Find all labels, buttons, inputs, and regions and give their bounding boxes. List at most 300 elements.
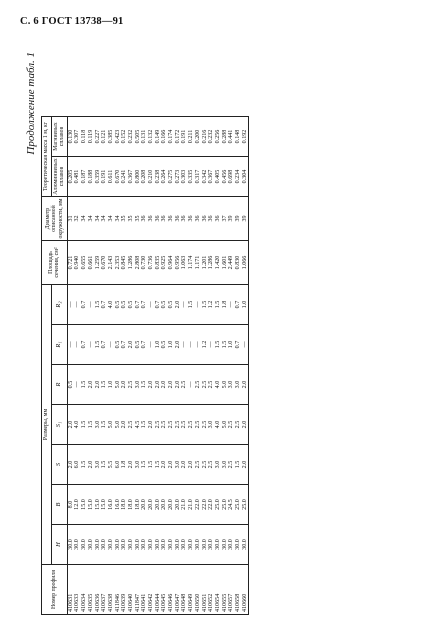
table-cell: 1.174 bbox=[188, 255, 195, 270]
table-cell: 1.286 bbox=[127, 255, 134, 270]
table-cell: 410631 bbox=[67, 593, 74, 612]
table-cell: 2.5 bbox=[127, 380, 134, 389]
table-cell: 24.5 bbox=[228, 499, 235, 510]
table-cell: 18.0 bbox=[127, 499, 134, 510]
table-cell: 1.420 bbox=[214, 255, 221, 270]
table-cell: 410636 bbox=[94, 593, 101, 612]
table-cell: 30.0 bbox=[141, 539, 148, 550]
table-cell: — bbox=[87, 341, 94, 348]
table-cell: — bbox=[74, 301, 81, 308]
table-cell: 0.238 bbox=[154, 169, 161, 184]
rotated-content bbox=[25, 48, 417, 615]
table-cell: — bbox=[107, 341, 114, 348]
table-cell: 30.0 bbox=[81, 539, 88, 550]
table-cell: 0.118 bbox=[81, 129, 88, 144]
table-cell: 0.423 bbox=[114, 129, 121, 144]
table-cell: 410635 bbox=[87, 593, 94, 612]
table-cell: 0.7 bbox=[134, 300, 141, 309]
header-s1: S₁ bbox=[51, 405, 67, 445]
table-cell: 34 bbox=[107, 215, 114, 222]
table-cell: 0.130 bbox=[67, 129, 74, 144]
rotated-table-area bbox=[25, 48, 417, 615]
table-cell: 0.925 bbox=[161, 255, 168, 270]
table-cell: 5.5 bbox=[107, 460, 114, 469]
table-cell: 36 bbox=[194, 215, 201, 222]
table-cell: 3.0 bbox=[228, 380, 235, 389]
table-cell: 410633 bbox=[74, 593, 81, 612]
table-cell: 30.0 bbox=[114, 539, 121, 550]
header-profile-number: Номер профиля bbox=[42, 565, 68, 615]
table-cell: 0.5 bbox=[121, 300, 128, 309]
table-cell: 410660 bbox=[241, 593, 248, 612]
header-b: B bbox=[51, 485, 67, 525]
table-cell: 2.0 bbox=[241, 420, 248, 429]
table-cell: 30.0 bbox=[101, 539, 108, 550]
table-cell: 16.0 bbox=[107, 499, 114, 510]
table-cell: 0.132 bbox=[148, 129, 155, 144]
table-cell: 3.0 bbox=[94, 420, 101, 429]
table-cell: 3.0 bbox=[134, 460, 141, 469]
table-cell: 35 bbox=[121, 215, 128, 222]
table-cell: 1.5 bbox=[81, 380, 88, 389]
table-cell: 20.0 bbox=[148, 499, 155, 510]
table-cell: 1.0 bbox=[154, 340, 161, 349]
table-cell: 30.0 bbox=[208, 539, 215, 550]
table-cell: 0.227 bbox=[94, 129, 101, 144]
table-cell: 0.335 bbox=[188, 169, 195, 184]
table-cell: — bbox=[208, 341, 215, 348]
table-cell: 2.0 bbox=[168, 460, 175, 469]
table-cell: 0.317 bbox=[194, 169, 201, 184]
table-cell: 0.7 bbox=[81, 300, 88, 309]
column-s1 bbox=[67, 405, 249, 445]
table-cell: 4.0 bbox=[214, 420, 221, 429]
table-cell: 30.0 bbox=[168, 539, 175, 550]
table-cell: 34 bbox=[101, 215, 108, 222]
table-cell: 30.0 bbox=[74, 539, 81, 550]
table-cell: 30.0 bbox=[148, 539, 155, 550]
table-cell: 410646 bbox=[168, 593, 175, 612]
table-cell: 2.5 bbox=[174, 420, 181, 429]
table-cell: 2.5 bbox=[228, 460, 235, 469]
table-cell: 36 bbox=[188, 215, 195, 222]
table-cell: 0.304 bbox=[241, 169, 248, 184]
table-cell: 5.0 bbox=[221, 380, 228, 389]
table-cell: — bbox=[74, 381, 81, 388]
table-cell: 0.956 bbox=[174, 255, 181, 270]
table-cell: 0.835 bbox=[154, 255, 161, 270]
table-cell: 0.131 bbox=[141, 129, 148, 144]
table-cell: 30.0 bbox=[188, 539, 195, 550]
table-cell: 39 bbox=[228, 215, 235, 222]
table-cell: 0.174 bbox=[168, 129, 175, 144]
column-aluminium-mass bbox=[67, 157, 249, 197]
table-cell: 36 bbox=[201, 215, 208, 222]
table-cell: 0.275 bbox=[168, 169, 175, 184]
table-cell: 0.342 bbox=[201, 169, 208, 184]
table-cell: 2.5 bbox=[161, 420, 168, 429]
table-cell: 34 bbox=[114, 215, 121, 222]
table-cell: 5.0 bbox=[107, 420, 114, 429]
table-cell: 1.0 bbox=[241, 300, 248, 309]
table-cell: 36 bbox=[214, 215, 221, 222]
table-cell: 1.5 bbox=[101, 420, 108, 429]
table-cell: 0.940 bbox=[74, 255, 81, 270]
table-cell: 4.5 bbox=[134, 420, 141, 429]
table-cell: 0.192 bbox=[241, 129, 248, 144]
table-cell: 36 bbox=[208, 215, 215, 222]
table-cell: 0.241 bbox=[121, 169, 128, 184]
table-cell: 36 bbox=[148, 215, 155, 222]
column-r2 bbox=[67, 285, 249, 325]
table-cell: 0.367 bbox=[208, 169, 215, 184]
table-cell: 1.171 bbox=[194, 255, 201, 270]
table-cell: 5.0 bbox=[114, 420, 121, 429]
table-cell: 1.5 bbox=[141, 420, 148, 429]
table-cell: 2.0 bbox=[161, 460, 168, 469]
table-cell: 30.0 bbox=[127, 539, 134, 550]
table-cell: 0.148 bbox=[234, 129, 241, 144]
table-cell: 410642 bbox=[148, 593, 155, 612]
header-area: Площадь сечения, см² bbox=[42, 241, 68, 285]
table-cell: 30.0 bbox=[161, 539, 168, 550]
table-cell: 1.063 bbox=[181, 255, 188, 270]
table-cell: 410654 bbox=[214, 593, 221, 612]
table-cell: 410645 bbox=[161, 593, 168, 612]
table-cell: 15.0 bbox=[81, 499, 88, 510]
table-cell: 1.5 bbox=[94, 340, 101, 349]
table-cell: 3.0 bbox=[134, 380, 141, 389]
table-cell: 0.359 bbox=[94, 169, 101, 184]
table-cell: — bbox=[67, 301, 74, 308]
table-cell: 0.200 bbox=[194, 129, 201, 144]
table-cell: 36 bbox=[154, 215, 161, 222]
table-cell: 2.0 bbox=[121, 380, 128, 389]
table-cell: 31 bbox=[67, 215, 74, 222]
column-r1 bbox=[67, 325, 249, 365]
table-cell: 0.232 bbox=[208, 129, 215, 144]
table-cell: 1.5 bbox=[214, 340, 221, 349]
table-cell: 30.0 bbox=[121, 539, 128, 550]
table-cell: 410644 bbox=[154, 593, 161, 612]
profiles-table bbox=[41, 116, 249, 615]
table-cell: 0.172 bbox=[174, 129, 181, 144]
table-cell: 0.234 bbox=[234, 169, 241, 184]
table-cell: 1.5 bbox=[87, 420, 94, 429]
table-cell: 16.0 bbox=[114, 499, 121, 510]
table-cell: 2.0 bbox=[94, 380, 101, 389]
table-cell: 30.0 bbox=[234, 539, 241, 550]
table-cell: — bbox=[148, 301, 155, 308]
table-cell: 4.0 bbox=[74, 420, 81, 429]
table-cell: 20.0 bbox=[168, 499, 175, 510]
column-area bbox=[67, 241, 249, 285]
table-cell: 20.0 bbox=[161, 499, 168, 510]
table-cell: 0.5 bbox=[168, 300, 175, 309]
table-cell: 0.5 bbox=[161, 300, 168, 309]
table-cell: 1.5 bbox=[148, 460, 155, 469]
table-cell: 5.0 bbox=[114, 380, 121, 389]
table-cell: 0.264 bbox=[161, 169, 168, 184]
page-header: С. 6 ГОСТ 13738—91 bbox=[20, 16, 124, 27]
table-cell: 2.5 bbox=[194, 380, 201, 389]
table-cell: 3.0 bbox=[174, 460, 181, 469]
table-cell: 2.0 bbox=[127, 340, 134, 349]
table-cell: 2.5 bbox=[188, 420, 195, 429]
table-cell: 0.5 bbox=[114, 340, 121, 349]
table-cell: 4.0 bbox=[107, 300, 114, 309]
table-cell: 25.0 bbox=[214, 499, 221, 510]
table-cell: 0.208 bbox=[141, 169, 148, 184]
table-cell: 36 bbox=[161, 215, 168, 222]
table-cell: 25.0 bbox=[234, 499, 241, 510]
table-cell: 1.5 bbox=[81, 460, 88, 469]
table-cell: 2.5 bbox=[194, 460, 201, 469]
table-cell: 22.0 bbox=[208, 499, 215, 510]
table-cell: 0.367 bbox=[127, 169, 134, 184]
table-cell: 0.830 bbox=[234, 255, 241, 270]
table-cell: 0.216 bbox=[201, 129, 208, 144]
table-cell: 36 bbox=[181, 215, 188, 222]
header-row-top bbox=[42, 117, 52, 615]
header-dimensions: Размеры, мм bbox=[42, 285, 52, 565]
table-cell: 39 bbox=[234, 215, 241, 222]
table-cell: 36 bbox=[141, 215, 148, 222]
table-cell: 1.0 bbox=[168, 340, 175, 349]
table-cell: 0.273 bbox=[174, 169, 181, 184]
table-cell: 6.0 bbox=[114, 460, 121, 469]
table-cell: 2.0 bbox=[241, 460, 248, 469]
table-cell: 0.7 bbox=[121, 340, 128, 349]
table-cell: 0.405 bbox=[214, 169, 221, 184]
table-cell: — bbox=[74, 341, 81, 348]
table-cell: — bbox=[148, 341, 155, 348]
table-cell: 410648 bbox=[181, 593, 188, 612]
table-cell: 1.8 bbox=[121, 460, 128, 469]
table-cell: 410647 bbox=[174, 593, 181, 612]
table-cell: 1.5 bbox=[94, 300, 101, 309]
table-cell: 30.0 bbox=[221, 539, 228, 550]
table-cell: 20.0 bbox=[141, 499, 148, 510]
table-cell: 0.730 bbox=[141, 255, 148, 270]
table-cell: 0.288 bbox=[221, 129, 228, 144]
table-cell: 30.0 bbox=[87, 539, 94, 550]
table-cell: 0.205 bbox=[67, 169, 74, 184]
table-cell: 1.5 bbox=[101, 380, 108, 389]
table-cell: — bbox=[228, 301, 235, 308]
table-cell: — bbox=[87, 301, 94, 308]
table-cell: 0.166 bbox=[161, 129, 168, 144]
header-r1: R₁ bbox=[51, 325, 67, 365]
table-cell: — bbox=[194, 341, 201, 348]
header-magnesium: Магниевых сплавов bbox=[51, 117, 67, 157]
table-cell: 0.385 bbox=[107, 129, 114, 144]
table-cell: 2.5 bbox=[208, 380, 215, 389]
table-cell: — bbox=[188, 381, 195, 388]
table-cell: — bbox=[181, 301, 188, 308]
table-cell: 0.188 bbox=[87, 169, 94, 184]
table-cell: 2.5 bbox=[181, 380, 188, 389]
table-cell: 5.0 bbox=[221, 420, 228, 429]
header-mass: Теоретическая масса 1 м, кг bbox=[42, 117, 52, 197]
table-cell: 6.0 bbox=[74, 460, 81, 469]
table-cell: 2.353 bbox=[114, 255, 121, 270]
table-cell: — bbox=[188, 341, 195, 348]
table-cell: 22.0 bbox=[194, 499, 201, 510]
table-cell: 35 bbox=[127, 215, 134, 222]
table-cell: 25.0 bbox=[221, 499, 228, 510]
table-cell: 2.5 bbox=[201, 380, 208, 389]
table-cell: 30.0 bbox=[241, 539, 248, 550]
header-h: H bbox=[51, 525, 67, 565]
table-cell: 2.0 bbox=[67, 420, 74, 429]
table-cell: 0.655 bbox=[81, 255, 88, 270]
table-cell: 30.0 bbox=[154, 539, 161, 550]
table-cell: 30.0 bbox=[214, 539, 221, 550]
column-s bbox=[67, 445, 249, 485]
table-cell: 1.201 bbox=[201, 255, 208, 270]
table-cell: 4.0 bbox=[214, 380, 221, 389]
table-cell: 36 bbox=[174, 215, 181, 222]
table-cell: 20.0 bbox=[154, 499, 161, 510]
table-cell: 410634 bbox=[81, 593, 88, 612]
table-cell: 2.0 bbox=[174, 340, 181, 349]
table-cell: 1.8 bbox=[221, 300, 228, 309]
table-caption: Продолжение табл. 1 bbox=[25, 52, 37, 155]
table-cell: 30.0 bbox=[174, 539, 181, 550]
table-cell: 0.670 bbox=[101, 255, 108, 270]
table-cell: 32 bbox=[74, 215, 81, 222]
table-cell: 0.964 bbox=[168, 255, 175, 270]
table-cell: 0.845 bbox=[121, 255, 128, 270]
table-cell: 0.481 bbox=[74, 169, 81, 184]
table-cell: 0.152 bbox=[121, 129, 128, 144]
column-h bbox=[67, 525, 249, 565]
table-cell: 1.601 bbox=[221, 255, 228, 270]
table-cell: 2.5 bbox=[127, 420, 134, 429]
table-cell: 1.286 bbox=[208, 255, 215, 270]
table-cell: 1.5 bbox=[234, 460, 241, 469]
table-cell: 2.143 bbox=[107, 255, 114, 270]
table-cell: 30.0 bbox=[94, 539, 101, 550]
table-cell: 410637 bbox=[101, 593, 108, 612]
table-cell: 0.7 bbox=[141, 300, 148, 309]
header-r2: R₂ bbox=[51, 285, 67, 325]
header-r: R bbox=[51, 365, 67, 405]
table-cell: 35 bbox=[134, 215, 141, 222]
table-cell: — bbox=[67, 341, 74, 348]
table-cell: 1.066 bbox=[241, 255, 248, 270]
table-cell: 2.5 bbox=[181, 420, 188, 429]
table-cell: 410655 bbox=[221, 593, 228, 612]
table-cell: 1.0 bbox=[107, 380, 114, 389]
table-cell: 0.191 bbox=[181, 129, 188, 144]
table-cell: 3.0 bbox=[214, 460, 221, 469]
table-cell: 36 bbox=[168, 215, 175, 222]
header-aluminium: Алюминиевых сплавов bbox=[51, 157, 67, 197]
table-cell: 0.149 bbox=[154, 129, 161, 144]
table-cell: 1.5 bbox=[214, 300, 221, 309]
table-cell: 2.0 bbox=[161, 380, 168, 389]
table-cell: 0.256 bbox=[214, 129, 221, 144]
table-cell: 410658 bbox=[234, 593, 241, 612]
table-cell: 2.5 bbox=[154, 420, 161, 429]
table-cell: 0.210 bbox=[148, 169, 155, 184]
table-cell: 2.0 bbox=[241, 380, 248, 389]
table-cell: 1.5 bbox=[141, 460, 148, 469]
table-cell: 3.0 bbox=[94, 460, 101, 469]
table-cell: 1.5 bbox=[154, 460, 161, 469]
table-cell: 0.505 bbox=[134, 129, 141, 144]
table-cell: 21.0 bbox=[181, 499, 188, 510]
table-cell: 15.0 bbox=[94, 499, 101, 510]
table-cell: — bbox=[241, 341, 248, 348]
column-circle-diameter bbox=[67, 197, 249, 241]
table-cell: 2.0 bbox=[174, 300, 181, 309]
table-cell: 3.0 bbox=[221, 460, 228, 469]
table-cell: 2.0 bbox=[67, 460, 74, 469]
table-cell: 34 bbox=[87, 215, 94, 222]
table-cell: 2.5 bbox=[228, 420, 235, 429]
table-cell: 410649 bbox=[188, 593, 195, 612]
table-cell: 30.0 bbox=[181, 539, 188, 550]
table-cell: 0.211 bbox=[188, 129, 195, 144]
table-cell: 3.0 bbox=[208, 420, 215, 429]
table-cell: 0.800 bbox=[134, 169, 141, 184]
table-cell: 2.0 bbox=[154, 380, 161, 389]
table-cell: 2.0 bbox=[87, 380, 94, 389]
table-cell: 411847 bbox=[134, 593, 141, 612]
table-cell: 0.5 bbox=[161, 340, 168, 349]
table-cell: 22.0 bbox=[201, 499, 208, 510]
table-cell: 1.5 bbox=[101, 460, 108, 469]
table-cell: 2.5 bbox=[168, 420, 175, 429]
table-cell: 3.0 bbox=[234, 380, 241, 389]
table-cell: 410652 bbox=[208, 593, 215, 612]
table-cell: 410650 bbox=[194, 593, 201, 612]
column-magnesium-mass bbox=[67, 117, 249, 157]
table-cell: 2.5 bbox=[201, 420, 208, 429]
header-circle-diameter: Диаметр описанной окружности, мм bbox=[42, 197, 68, 241]
header-row-sub bbox=[51, 117, 67, 615]
table-cell: 30.0 bbox=[134, 539, 141, 550]
table-cell: 8.0 bbox=[67, 500, 74, 509]
table-cell: 1.5 bbox=[81, 420, 88, 429]
table-cell: 0.456 bbox=[221, 169, 228, 184]
column-r bbox=[67, 365, 249, 405]
table-cell: 410640 bbox=[127, 593, 134, 612]
table-cell: 30.0 bbox=[228, 539, 235, 550]
table-cell: 2.0 bbox=[148, 380, 155, 389]
table-cell: 410641 bbox=[141, 593, 148, 612]
table-cell: 2.0 bbox=[168, 380, 175, 389]
table-cell: 2.449 bbox=[228, 255, 235, 270]
table-cell: — bbox=[194, 301, 201, 308]
table-cell: 30.0 bbox=[201, 539, 208, 550]
table-cell: 2.5 bbox=[194, 420, 201, 429]
table-cell: 0.7 bbox=[234, 340, 241, 349]
table-cell: 18.0 bbox=[121, 499, 128, 510]
table-cell: 1.2 bbox=[201, 340, 208, 349]
table-cell: 20.0 bbox=[174, 499, 181, 510]
table-cell: 2.808 bbox=[134, 255, 141, 270]
table-cell: 0.307 bbox=[74, 129, 81, 144]
table-cell: 410657 bbox=[228, 593, 235, 612]
table-cell: 0.119 bbox=[87, 129, 94, 144]
table-cell: 1.5 bbox=[141, 380, 148, 389]
column-b bbox=[67, 485, 249, 525]
table-cell: 410639 bbox=[121, 593, 128, 612]
